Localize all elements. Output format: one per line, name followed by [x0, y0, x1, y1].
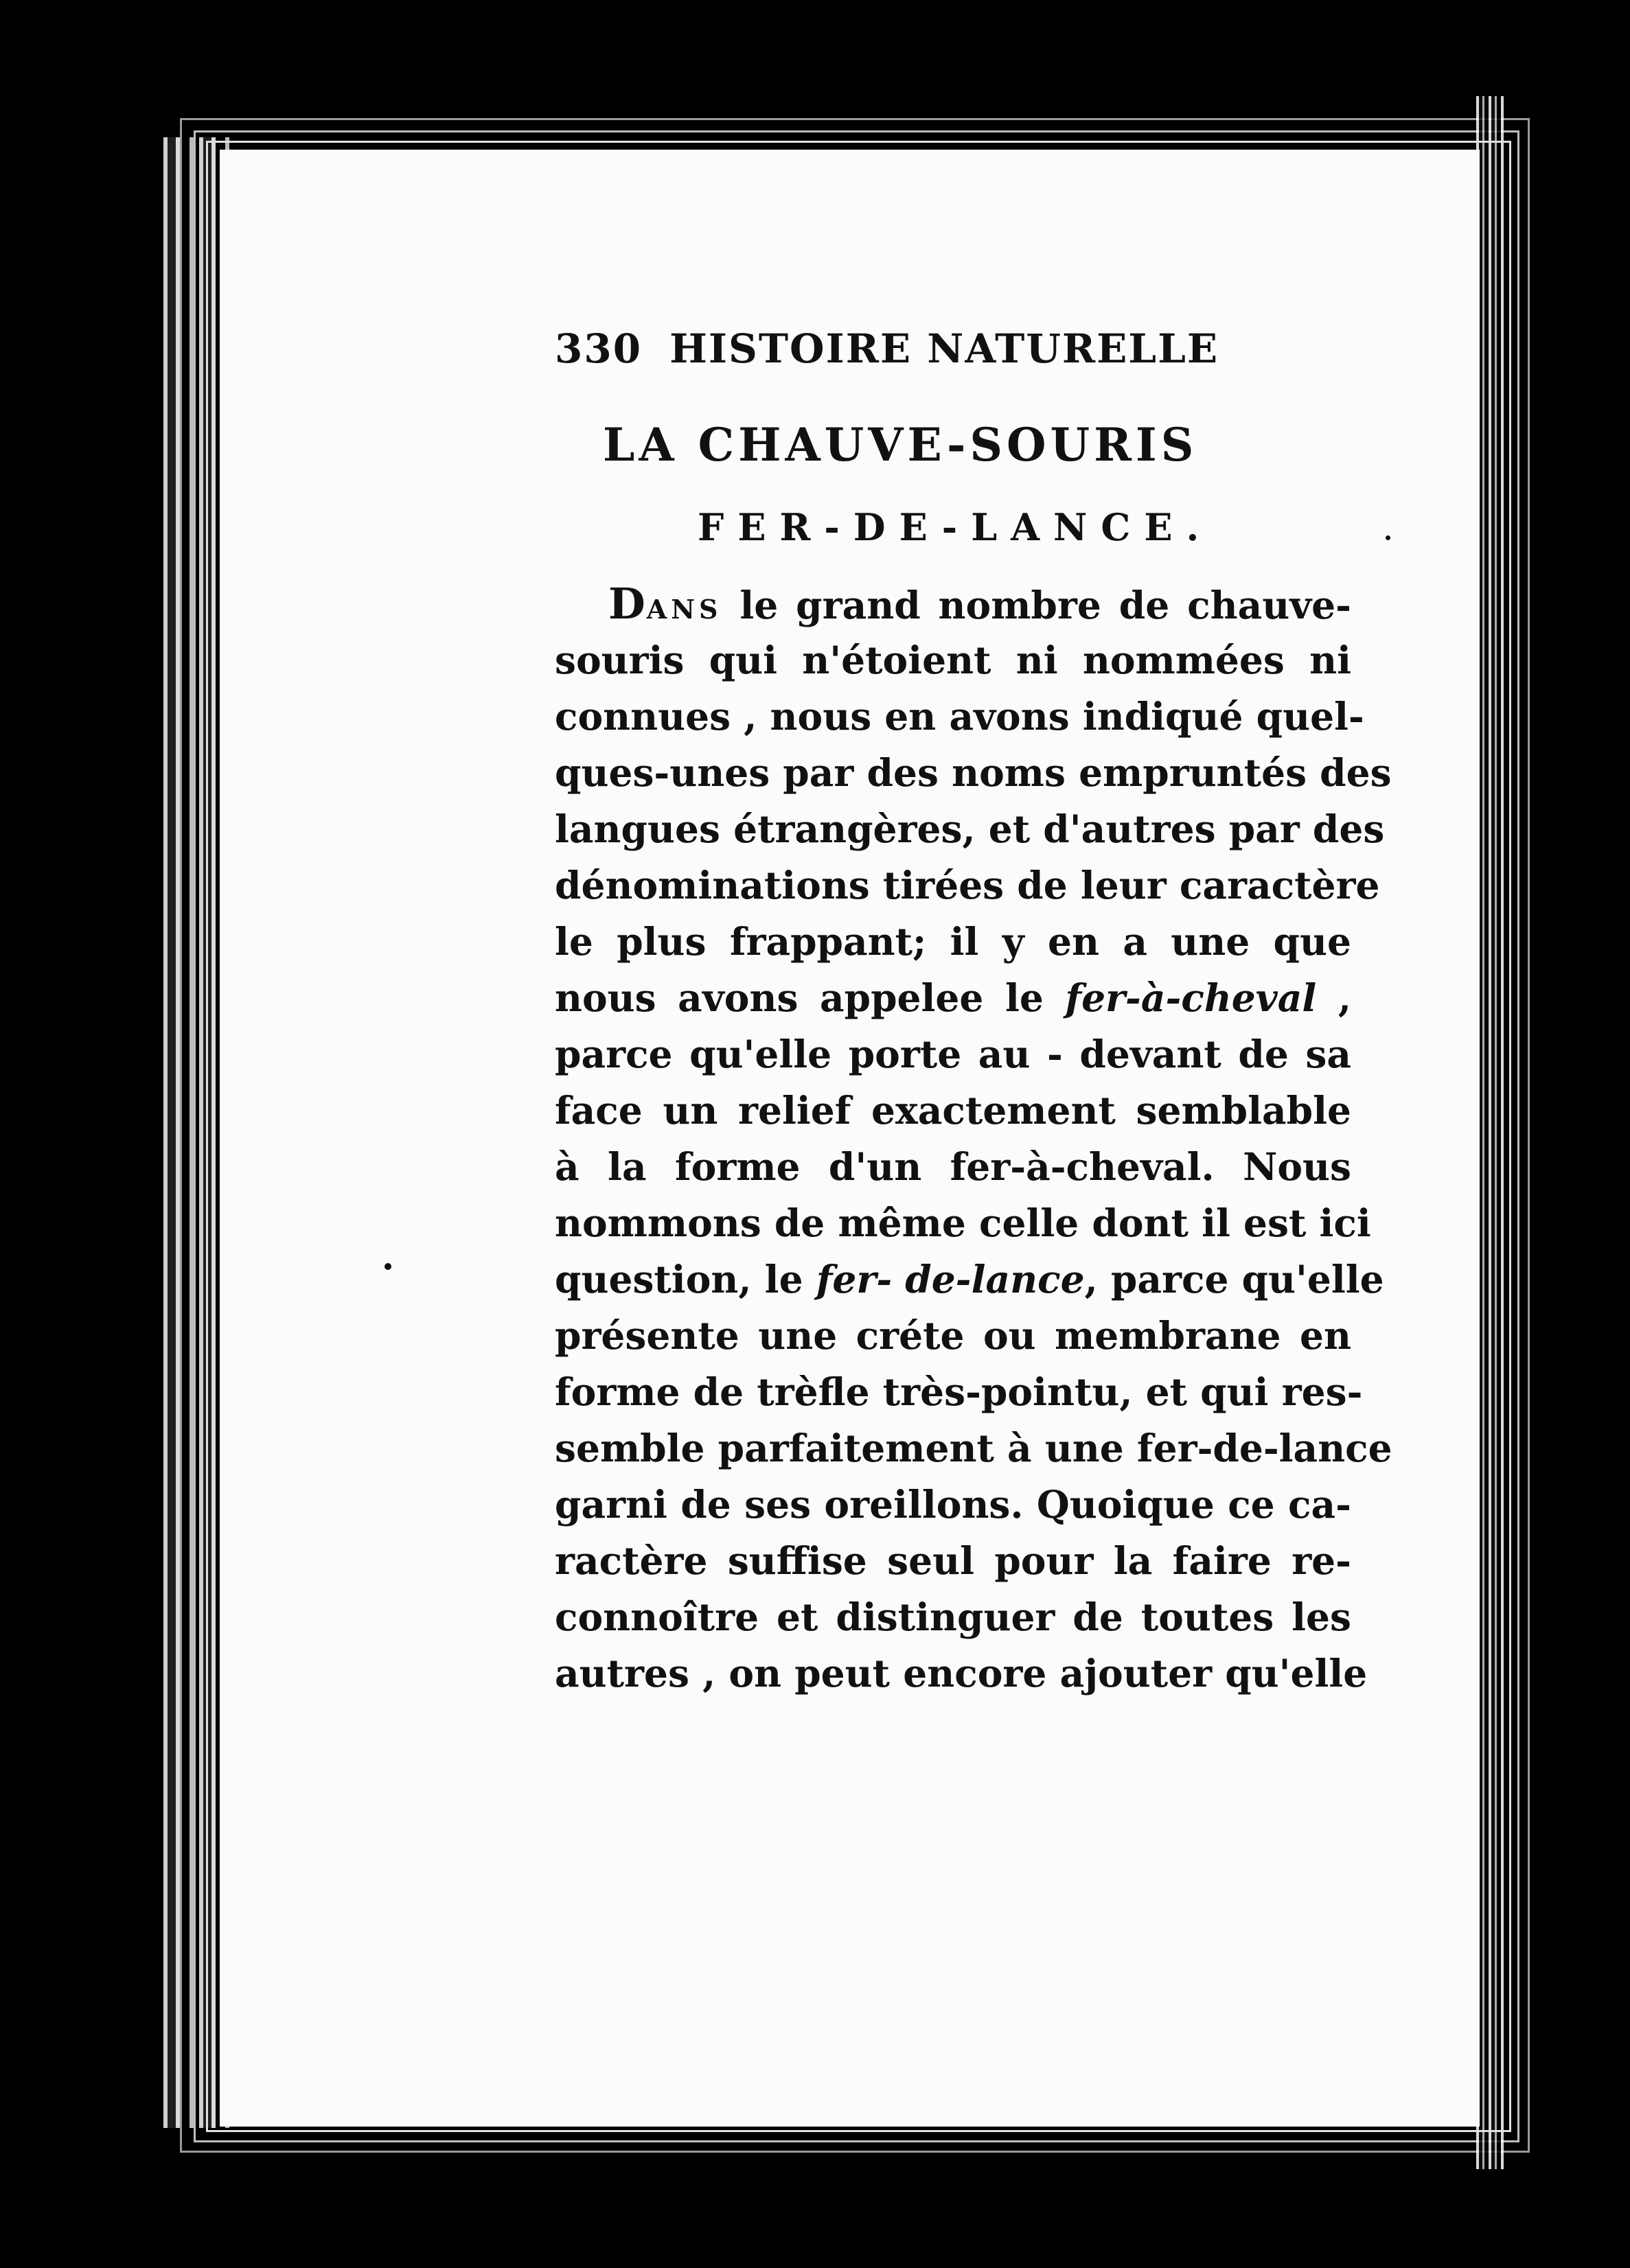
text-line: garni de ses oreillons. Quoique ce ca- — [555, 1482, 1351, 1527]
text-line: forme de trèfle très-pointu, et qui res- — [555, 1369, 1363, 1414]
text-line: souris qui n'étoient ni nommées ni — [555, 638, 1351, 682]
text-line: face un relief exactement semblable — [555, 1088, 1351, 1133]
text-line: connues , nous en avons indiqué quel- — [555, 694, 1364, 739]
text-line: autres , on peut encore ajouter qu'elle — [555, 1651, 1368, 1696]
text-line-content: le grand nombre de chauve- — [722, 583, 1351, 627]
text-line: ques-unes par des noms empruntés des — [555, 750, 1392, 795]
text-line: ractère suffise seul pour la faire re- — [555, 1538, 1351, 1583]
text-line: semble parfaitement à une fer-de-lance — [555, 1426, 1392, 1470]
text-line: connoître et distinguer de toutes les — [555, 1595, 1351, 1639]
ink-speck — [384, 1263, 391, 1270]
chapter-title: LA CHAUVE-SOURIS — [603, 418, 1198, 472]
text-line-content: , — [1316, 975, 1352, 1020]
small-capitals: ANS — [646, 594, 722, 625]
text-line: dénominations tirées de leur caractère — [555, 863, 1380, 907]
italic-term: fer-à-cheval — [1065, 975, 1317, 1020]
ink-speck — [1386, 535, 1390, 540]
body-text — [555, 576, 1392, 1702]
text-line: le plus frappant; il y en a une que — [555, 919, 1351, 964]
text-line-content: nous avons appelee le — [555, 975, 1066, 1020]
text-line: à la forme d'un fer-à-cheval. Nous — [555, 1144, 1351, 1189]
text-line: langues étrangères, et d'autres par des — [555, 807, 1385, 851]
text-line — [555, 576, 1351, 632]
drop-capital: D — [608, 579, 647, 629]
italic-term: fer- de-lance — [816, 1257, 1085, 1301]
text-line: présente une créte ou membrane en — [555, 1313, 1351, 1358]
page-number: 330 — [555, 325, 643, 372]
running-head-title: HISTOIRE NATURELLE — [669, 325, 1219, 372]
text-line: nommons de même celle dont il est ici — [555, 1201, 1371, 1245]
text-line — [555, 1251, 1384, 1308]
chapter-subtitle: FER-DE-LANCE. — [698, 505, 1213, 549]
text-line-content: , parce qu'elle — [1084, 1257, 1384, 1301]
text-line: parce qu'elle porte au - devant de sa — [555, 1032, 1351, 1076]
text-line-content: question, le — [555, 1257, 816, 1301]
running-head — [555, 325, 1228, 372]
text-line — [555, 970, 1351, 1026]
